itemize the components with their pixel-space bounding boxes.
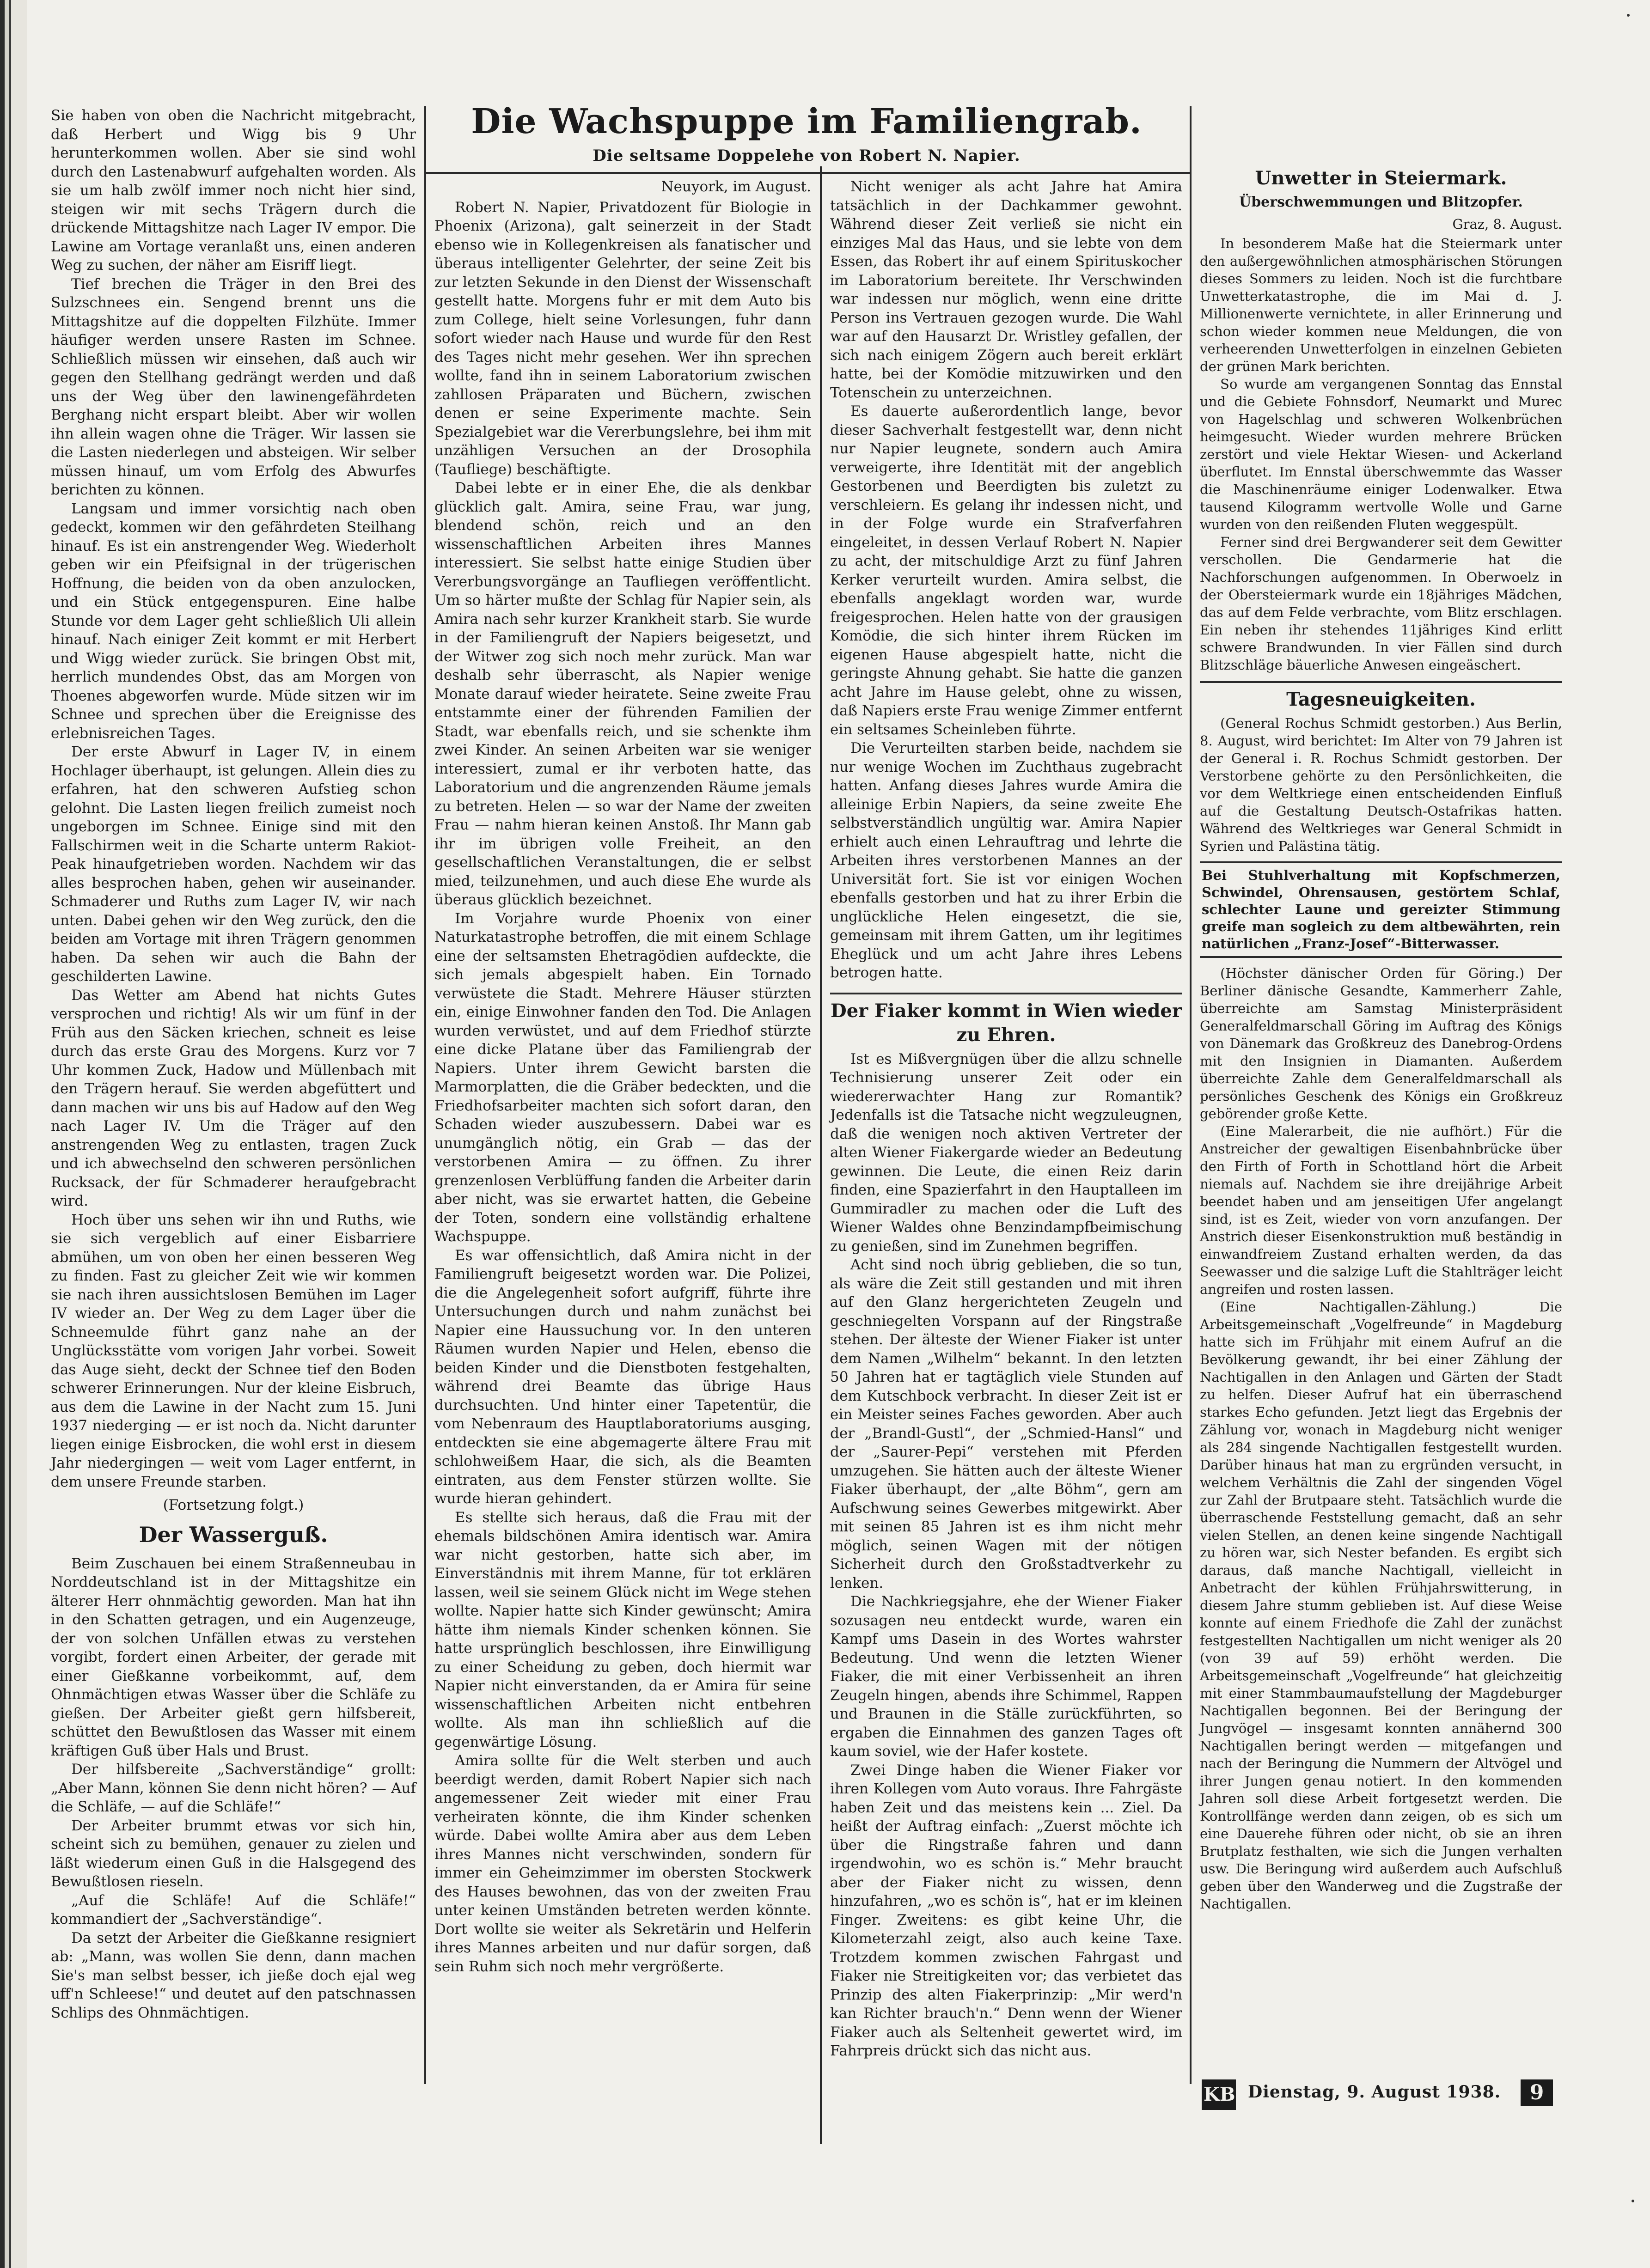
section-heading: Unwetter in Steiermark. — [1255, 167, 1507, 189]
article-paragraph: Acht sind noch übrig geblieben, die so tun, als wäre die Zeit still gestanden und mit ihren auf den Glanz hergerichteten Zeugeln und geschniegelten Vorspann auf der Ringstraße stehen. Der älteste der Wiener Fiaker ist unter dem Namen „Wilhelm“ bekannt. In den letzten 50 Jahren hat er tagtäglich viele Stunden auf dem Kutschbock verbracht. In dieser Zeit ist er ein Meister seines Faches geworden. Aber auch der „Brandl-Gustl“, der „Schmied-Hansl“ und der „Saurer-Pepi“ verstehen mit Pferden umzugehen. Sie hätten auch der älteste Wiener Fiaker überhaupt, der „alte Böhm“, gern am Aufschwung seines Gewerbes mitgewirkt. Aber mit seinen 85 Jahren ist es ihm nicht mehr möglich, seinen Wagen mit der nötigen Sicherheit durch den Großstadtverkehr zu lenken. — [830, 1256, 1182, 1591]
issue-date: Dienstag, 9. August 1938. — [1248, 2082, 1501, 2102]
section-deck: Überschwemmungen und Blitzopfer. — [1239, 194, 1523, 210]
article-paragraph: Ist es Mißvergnügen über die allzu schnelle Technisierung unserer Zeit oder ein wiedererwachter Hang zur Romantik? Jedenfalls ist die Tatsache nicht wegzuleugnen, daß die wenigen noch aktiven Vertreter der alten Wiener Fiakergarde wieder an Bedeutung gewinnen. Die Leute, die einen Reiz darin finden, eine Spazierfahrt in den Hauptalleen im Gummiradler zu machen oder die Luft des Wiener Waldes ohne Benzindampfbeimischung zu genießen, sind im Zunehmen begriffen. — [830, 1050, 1182, 1255]
section-rule — [830, 993, 1182, 994]
article-paragraph: Dabei lebte er in einer Ehe, die als denkbar glücklich galt. Amira, seine Frau, war jung, blendend schön, reich und an den wissenschaftlichen Arbeiten ihres Mannes interessiert. Sie selbst hatte einige Studien über Vererbungsvorgänge an Taufliegen veröffentlicht. Um so härter mußte der Schlag für Napier sein, als Amira nach sehr kurzer Krankheit starb. Sie wurde in der Familiengruft der Napiers beigesetzt, und der Witwer zog sich noch mehr zurück. Man war deshalb sehr überrascht, als Napier wenige Monate darauf wieder heiratete. Seine zweite Frau entstammte einer der führenden Familien der Stadt, war ebenfalls reich, und sie schenkte ihm zwei Kinder. An seinen Arbeiten war sie weniger interessiert, zumal er ihr verboten hatte, das Laboratorium und die angrenzenden Räume jemals zu betreten. Helen — so war der Name der zweiten Frau — nahm hieran keinen Anstoß. Ihr Mann gab ihr im übrigen volle Freiheit, an den gesellschaftlichen Veranstaltungen, die er selbst mied, teilzunehmen, und auch diese Ehe wurde als überaus glücklich bezeichnet. — [434, 480, 811, 908]
dateline: Graz, 8. August. — [1452, 216, 1562, 232]
column-4 — [1200, 106, 1562, 1913]
scan-edge-strip — [0, 0, 27, 2268]
article-paragraph: (General Rochus Schmidt gestorben.) Aus Berlin, 8. August, wird berichtet: Im Alter von 79 Jahren ist der General i. R. Rochus Schmidt gestorben. Der Verstorbene gehörte zu den Persönlichkeiten, die vor dem Weltkriege einen entscheidenden Einfluß auf die Gestaltung Deutsch-Ostafrikas hatten. Während des Weltkrieges war General Schmidt in Syrien und Palästina tätig. — [1200, 715, 1562, 854]
dateline: Neuyork, im August. — [661, 178, 811, 195]
scan-speck — [1627, 14, 1630, 17]
article-paragraph: (Eine Nachtigallen-Zählung.) Die Arbeitsgemeinschaft „Vogelfreunde“ in Magdeburg hatte sich im Frühjahr mit einem Aufruf an die Bevölkerung gewandt, ihr bei einer Zählung der Nachtigallen in den Anlagen und Gärten der Stadt zu helfen. Dieser Aufruf hat ein überraschend starkes Echo gefunden. Jetzt liegt das Ergebnis der Zählung vor, wonach in Magdeburg nicht weniger als 284 singende Nachtigallen festgestellt wurden. Darüber hinaus hat man zu ergründen versucht, in welchem Verhältnis die Zahl der singenden Vögel zur Zahl der Brutpaare steht. Tatsächlich wurde die überraschende Feststellung gemacht, daß an sehr vielen Stellen, an denen keine singende Nachtigall zu hören war, sich Nester befanden. Es ergibt sich daraus, daß manche Nachtigall, vielleicht in Anbetracht der kühlen Frühjahrswitterung, in diesem Jahre stumm geblieben ist. Auf diese Weise konnte auf einem Friedhofe die Zahl der zunächst festgestellten Nachtigallen um nicht weniger als 20 (von 39 auf 59) erhöht werden. Die Arbeitsgemeinschaft „Vogelfreunde“ hat gleichzeitig mit einer Stammbaumaufstellung der Magdeburger Nachtigallen begonnen. Bei der Beringung der Jungvögel — insgesamt konnten annähernd 300 Nachtigallen beringt werden — mitgefangen und nach der Beringung die Nummern der Altvögel und ihrer Jungen genau notiert. In den kommenden Jahren soll diese Arbeit fortgesetzt werden. Die Kontrollfänge werden dann zeigen, ob es sich um eine Dauerehe führen oder nicht, ob sie an ihren Brutplatz festhalten, wie sich die Jungen verhalten usw. Die Beringung wird außerdem auch Aufschluß geben über den Wanderweg und die Zugstraße der Nachtigallen. — [1200, 1299, 1562, 1912]
article-paragraph: Der Arbeiter brummt etwas vor sich hin, scheint sich zu bemühen, genauer zu zielen und läßt wiederum einen Guß in die Halsgegend des Bewußtlosen rieseln. — [51, 1817, 416, 1890]
column-2 — [434, 177, 811, 1976]
section-heading: Der Wasserguß. — [139, 1522, 328, 1547]
article-paragraph: Nicht weniger als acht Jahre hat Amira tatsächlich in der Dachkammer gewohnt. Während dieser Zeit verließ sie nicht ein einziges Mal das Haus, und sie lebte von dem Essen, das Robert ihr auf einem Spirituskocher im Laboratorium bereitete. Ihr Verschwinden war indessen nur möglich, wenn eine dritte Person ins Vertrauen gezogen wurde. Die Wahl war auf den Hausarzt Dr. Wristley gefallen, der sich nach einigem Zögern auch bereit erklärt hatte, bei der Komödie mitzuwirken und den Totenschein zu unterzeichnen. — [830, 178, 1182, 401]
article-paragraph: Es dauerte außerordentlich lange, bevor dieser Sachverhalt festgestellt war, denn nicht nur Napier leugnete, sondern auch Amira verweigerte, ihre Identität mit der angeblich Gestorbenen und Beerdigten bis zuletzt zu verschleiern. Es gelang ihr indessen nicht, und in der Folge wurde ein Strafverfahren eingeleitet, in dessen Verlauf Robert N. Napier zu acht, der mitschuldige Arzt zu fünf Jahren Kerker verurteilt wurden. Amira selbst, die ebenfalls angeklagt worden war, wurde freigesprochen. Helen hatte von der grausigen Komödie, die sich hinter ihrem Rücken im eigenen Hause abgespielt hatte, nicht die geringste Ahnung gehabt. Sie hatte die ganzen acht Jahre im Hause gelebt, ohne zu wissen, daß Napiers erste Frau wenige Zimmer entfernt ein seltsames Scheinleben führte. — [830, 403, 1182, 738]
scan-speck — [1632, 2200, 1634, 2202]
article-paragraph: Ferner sind drei Bergwanderer seit dem Gewitter verschollen. Die Gendarmerie hat die Nachforschungen aufgenommen. In Oberwoelz in der Obersteiermark wurde ein 18jähriges Mädchen, das auf dem Felde verbrachte, vom Blitz erschlagen. Ein neben ihr stehendes 11jähriges Kind erlitt schwere Brandwunden. In vier Fällen sind durch Blitzschläge bäuerliche Anwesen eingeäschert. — [1200, 534, 1562, 673]
article-paragraph: Die Nachkriegsjahre, ehe der Wiener Fiaker sozusagen neu entdeckt wurde, waren ein Kampf ums Dasein in des Wortes wahrster Bedeutung. Und wenn die letzten Wiener Fiaker, die mit einer Verbissenheit an ihren Zeugeln hingen, abends ihre Schimmel, Rappen und Braunen in die Ställe zurückführten, so ergaben die Einnahmen des ganzen Tages oft kaum soviel, wie der Hafer kostete. — [830, 1593, 1182, 1760]
column-rule — [1190, 106, 1192, 2084]
article-paragraph: Langsam und immer vorsichtig nach oben gedeckt, kommen wir den gefährdeten Steilhang hinauf. Es ist ein anstrengender Weg. Wiederholt geben wir ein Pfeifsignal in der trügerischen Hoffnung, die beiden von da oben anzulocken, und ein Stück entgegenspuren. Eine halbe Stunde vor dem Lager geht schließlich Uli allein hinauf. Nach einiger Zeit kommt er mit Herbert und Wigg wieder zurück. Sie bringen Obst mit, herrlich mundendes Obst, das am Morgen von Thoenes abgeworfen wurde. Müde sitzen wir im Schnee und sprechen über die Ereignisse des erlebnisreichen Tages. — [51, 500, 416, 742]
article-paragraph: Beim Zuschauen bei einem Straßenneubau in Norddeutschland ist in der Mittagshitze ein älterer Herr ohnmächtig geworden. Man hat ihn in den Schatten getragen, und ein Augenzeuge, der von solchen Unfällen etwas zu verstehen vorgibt, fordert einen Arbeiter, der gerade mit einer Gießkanne vorbeikommt, auf, dem Ohnmächtigen etwas Wasser über die Schläfe zu gießen. Der Arbeiter gießt gern hilfsbereit, schüttet den Bewußtlosen das Wasser mit einem kräftigen Guß über Hals und Brust. — [51, 1555, 416, 1759]
article-paragraph: Zwei Dinge haben die Wiener Fiaker vor ihren Kollegen vom Auto voraus. Ihre Fahrgäste haben Zeit und das meistens kein ... Ziel. Da heißt der Auftrag einfach: „Zuerst möchte ich über die Ringstraße fahren und dann irgendwohin, wo es schön is.“ Mehr braucht aber der Fiaker nicht zu wissen, denn hinzufahren, „wo es schön is“, hat er im kleinen Finger. Zweitens: es gibt keine Uhr, die Kilometerzahl zeigt, also auch keine Taxe. Trotzdem kommen zwischen Fahrgast und Fiaker nie Streitigkeiten vor; das verbietet das Prinzip des alten Fiakerprinzip: „Mir werd'n kan Richter brauch'n.“ Denn wenn der Wiener Fiaker auch als Seltenheit gewertet wird, im Fahrpreis drückt sich das nicht aus. — [830, 1762, 1182, 2059]
article-paragraph: Tief brechen die Träger in den Brei des Sulzschnees ein. Sengend brennt uns die Mittagshitze auf die doppelten Filzhüte. Immer häufiger werden unsere Rasten im Schnee. Schließlich müssen wir einsehen, daß auch wir gegen den Stellhang gedrängt werden und daß uns der Weg über den lawinengefährdeten Berghang nicht erspart bleibt. Aber wir wollen ihn allein wagen ohne die Träger. Wir lassen sie die Lasten niederlegen und absteigen. Wir selber müssen hinauf, um vom Erfolg des Abwurfes berichten zu können. — [51, 275, 416, 498]
article-paragraph: Da setzt der Arbeiter die Gießkanne resigniert ab: „Mann, was wollen Sie denn, dann machen Sie's man selbst besser, ich jieße doch ejal weg uff'n Schleese!“ und deutet auf den patschnassen Schlips des Ohnmächtigen. — [51, 1929, 416, 2021]
article-paragraph: In besonderem Maße hat die Steiermark unter den außergewöhnlichen atmosphärischen Störungen dieses Sommers zu leiden. Noch ist die furchtbare Unwetterkatastrophe, die im Mai d. J. Millionenwerte vernichtete, in aller Erinnerung und schon wieder kommen neue Meldungen, die von verheerenden Unwetterfolgen in einzelnen Gebieten der grünen Mark berichten. — [1200, 236, 1562, 374]
newspaper-logo: KB — [1202, 2079, 1236, 2110]
section-heading: Der Fiaker kommt in Wien wieder zu Ehren. — [831, 1000, 1182, 1046]
article-paragraph: Der erste Abwurf in Lager IV, in einem Hochlager überhaupt, ist gelungen. Allein dies zu erfahren, hat den schweren Aufstieg schon gelohnt. Die Lasten liegen freilich zumeist noch ungeborgen im Schnee. Einige sind mit den Fallschirmen weit in die Scharte unterm Rakiot-Peak hinaufgetrieben worden. Nachdem wir das alles besprochen haben, gehen wir auseinander. Schmaderer und Ruths zum Lager IV, wir nach unten. Dabei gehen wir den Weg zurück, den die beiden am Vortage mit ihren Trägern genommen haben. Da sehen wir auch die Bahn der geschilderten Lawine. — [51, 744, 416, 985]
article-paragraph: Im Vorjahre wurde Phoenix von einer Naturkatastrophe betroffen, die mit einem Schlage eine der seltsamsten Ehetragödien aufdeckte, die sich jemals abgespielt haben. Ein Tornado verwüstete die Stadt. Mehrere Häuser stürzten ein, einige Einwohner fanden den Tod. Die Anlagen wurden verwüstet, und auf dem Friedhof stürzte eine dicke Platane über das Familiengrab der Napiers. Unter ihrem Gewicht barsten die Marmorplatten, die die Gräber bedeckten, und die Friedhofsarbeiter machten sich sofort daran, den Schaden wieder auszubessern. Dabei war es unumgänglich nötig, ein Grab — das der verstorbenen Amira — zu öffnen. Zu ihrer grenzenlosen Verblüffung fanden die Arbeiter darin aber nicht, was sie erwartet hatten, die Gebeine der Toten, sondern eine vollständig erhaltene Wachspuppe. — [434, 910, 811, 1245]
main-subheadline: Die seltsame Doppelehe von Robert N. Napier. — [593, 146, 1021, 165]
article-paragraph: „Auf die Schläfe! Auf die Schläfe!“ kommandiert der „Sachverständige“. — [51, 1892, 416, 1927]
article-paragraph: Amira sollte für die Welt sterben und auch beerdigt werden, damit Robert Napier sich nach angemessener Zeit wieder mit einer Frau verheiraten könnte, die ihm Kinder schenken würde. Dabei wollte Amira aber aus dem Leben ihres Mannes nicht verschwinden, sondern für immer ein Geheimzimmer im obersten Stockwerk des Hauses bewohnen, das von der zweiten Frau unter keinen Umständen betreten werden könnte. Dort wollte sie weiter als Sekretärin und Helferin ihres Mannes arbeiten und nur dafür sorgen, daß sein Ruhm sich noch mehr vergrößerte. — [434, 1752, 811, 1975]
column-1 — [51, 106, 416, 2022]
section-rule — [1200, 681, 1562, 683]
article-paragraph: Es stellte sich heraus, daß die Frau mit der ehemals bildschönen Amira identisch war. Amira war nicht gestorben, hatte sich aber, im Einverständnis mit ihrem Manne, für tot erklären lassen, weil sie seinem Glück nicht im Wege stehen wollte. Napier hatte sich Kinder gewünscht; Amira hätte ihm niemals Kinder schenken können. Sie hatte ursprünglich beschlossen, ihre Einwilligung zu einer Scheidung zu geben, doch hiermit war Napier nicht einverstanden, da er Amira für seine wissenschaftlichen Arbeiten nicht entbehren wollte. Als man ihn schließlich auf die gegenwärtige Lösung. — [434, 1509, 811, 1750]
article-paragraph: Das Wetter am Abend hat nichts Gutes versprochen und richtig! Als wir um fünf in der Früh aus den Säcken kriechen, schneit es leise durch das erste Grau des Morgens. Kurz vor 7 Uhr kommen Zuck, Hadow und Müllenbach mit den Trägern herauf. Sie werden abgefüttert und dann machen wir uns bis auf Hadow auf den Weg nach Lager IV. Um die Träger auf den anstrengenden Weg zu entlasten, tragen Zuck und ich abwechselnd den schweren persönlichen Rucksack, der für Schmaderer heraufgebracht wird. — [51, 987, 416, 1209]
main-headline: Die Wachspuppe im Familiengrab. — [471, 102, 1142, 141]
column-3 — [830, 177, 1182, 2061]
article-paragraph: Robert N. Napier, Privatdozent für Biologie in Phoenix (Arizona), galt seinerzeit in der Stadt ebenso wie in Kollegenkreisen als fanatischer und überaus intelligenter Gelehrter, der seine Zeit bis zur letzten Sekunde in den Dienst der Wissenschaft gestellt hatte. Morgens fuhr er mit dem Auto bis zum College, hielt seine Vorlesungen, fuhr dann sofort wieder nach Hause und wurde für den Rest des Tages nicht mehr gesehen. Wer ihn sprechen wollte, fand ihn in seinem Laboratorium zwischen zahllosen Präparaten und Büchern, zwischen denen er seine Experimente machte. Sein Spezialgebiet war die Vererbungslehre, bei ihm mit unzähligen Versuchen an der Drosophila (Taufliege) beschäftigte. — [434, 199, 811, 478]
advertisement: Bei Stuhlverhaltung mit Kopfschmerzen, Schwindel, Ohrensausen, gestörtem Schlaf, schlechter Laune und gereizter Stimmung greife man sogleich zu dem altbewährten, rein natürlichen „Franz-Josef“-Bitterwasser. — [1200, 861, 1562, 958]
article-paragraph: So wurde am vergangenen Sonntag das Ennstal und die Gebiete Fohnsdorf, Neumarkt und Murec von Hagelschlag und schweren Wolkenbrüchen heimgesucht. Wieder wurden mehrere Brücken zerstört und viele Hektar Wiesen- und Ackerland überflutet. Im Ennstal überschwemmte das Wasser die Maschinenräume einiger Lodenwalker. Etwa tausend Kilogramm wertvolle Wolle und Garne wurden von den reißenden Fluten weggespült. — [1200, 376, 1562, 532]
continued-note: (Fortsetzung folgt.) — [163, 1497, 304, 1513]
article-paragraph: Der hilfsbereite „Sachverständige“ grollt: „Aber Mann, können Sie denn nicht hören? — Auf die Schläfe, — auf die Schläfe!“ — [51, 1761, 416, 1815]
page-number: 9 — [1521, 2079, 1553, 2106]
article-paragraph: Sie haben von oben die Nachricht mitgebracht, daß Herbert und Wigg bis 9 Uhr herunterkommen wollen. Aber sie sind wohl durch den Lastenabwurf aufgehalten worden. Als sie um halb zwölf immer noch nicht hier sind, steigen wir mit sechs Trägern durch die drückende Mittagshitze nach Lager IV empor. Die Lawine am Vortage veranlaßt uns, einen anderen Weg zu suchen, der näher am Eisriff liegt. — [51, 107, 416, 274]
column-rule — [424, 106, 426, 2084]
article-paragraph: Hoch über uns sehen wir ihn und Ruths, wie sie sich vergeblich auf einer Eisbarriere abmühen, um von oben her einen besseren Weg zu finden. Fast zu gleicher Zeit wie wir kommen sie nach ihren aussichtslosen Bemühen im Lager IV wieder an. Der Weg zu dem Lager über die Schneemulde führt ganz nahe an der Unglücksstätte vom vorigen Jahr vorbei. Soweit das Auge sieht, deckt der Schnee tief den Boden schwerer Erinnerungen. Nur der kleine Eisbruch, aus dem die Lawine in der Nacht zum 15. Juni 1937 niederging — er ist noch da. Nicht darunter liegen einige Eisbrocken, die wohl erst in diesem Jahr niedergingen — weit vom Lager entfernt, in dem unsere Freunde starben. — [51, 1211, 416, 1490]
article-paragraph: (Höchster dänischer Orden für Göring.) Der Berliner dänische Gesandte, Kammerherr Zahle, überreichte am Samstag Ministerpräsident Generalfeldmarschall Göring im Auftrag des Königs von Dänemark das Großkreuz des Danebrog-Ordens mit den Insignien in Diamanten. Außerdem überreichte Zahle dem Generalfeldmarschall als persönliches Geschenk des Königs ein Großkreuz gebörender große Kette. — [1200, 965, 1562, 1122]
page-footer — [1202, 2079, 1562, 2107]
column-rule — [820, 166, 822, 2144]
article-paragraph: Es war offensichtlich, daß Amira nicht in der Familiengruft beigesetzt worden war. Die Polizei, die die Angelegenheit sofort aufgriff, führte ihre Untersuchungen durch und nahm zunächst bei Napier eine Haussuchung vor. In den unteren Räumen wurden Napier und Helen, ebenso die beiden Kinder und die Dienstboten festgehalten, während drei Beamte das übrige Haus durchsuchten. Und hinter einer Tapetentür, die vom Nebenraum des Hauptlaboratoriums ausging, entdeckten sie eine abgemagerte ältere Frau mit schlohweißem Haar, die sich, als die Beamten eintraten, aus dem Fenster stürzen wollte. Sie wurde hieran gehindert. — [434, 1247, 811, 1507]
article-paragraph: (Eine Malerarbeit, die nie aufhört.) Für die Anstreicher der gewaltigen Eisenbahnbrücke über den Firth of Forth in Schottland hört die Arbeit niemals auf. Nachdem sie ihre dreijährige Arbeit beendet haben und am jenseitigen Ufer angelangt sind, ist es Zeit, wieder von vorn anzufangen. Der Anstrich dieser Eisenkonstruktion muß beständig in einwandfreiem Zustand erhalten werden, da das Seewasser und die salzige Luft die Stahlträger leicht angreifen und rosten lassen. — [1200, 1123, 1562, 1297]
article-paragraph: Die Verurteilten starben beide, nachdem sie nur wenige Wochen im Zuchthaus zugebracht hatten. Anfang dieses Jahres wurde Amira die alleinige Erbin Napiers, da seine zweite Ehe selbstverständlich ungültig war. Amira Napier erhielt auch einen Lehrauftrag und lehrte die Arbeiten ihres verstorbenen Mannes an der Universität fort. Sie ist vor einigen Wochen ebenfalls gestorben und hat zu ihrer Erbin die unglückliche Helen eingesetzt, die sie, gemeinsam mit ihrem Gatten, um ihr legitimes Eheglück und um acht Jahre ihres Lebens betrogen hatte. — [830, 740, 1182, 981]
section-heading: Tagesneuigkeiten. — [1286, 689, 1476, 710]
headline-block — [432, 102, 1181, 175]
